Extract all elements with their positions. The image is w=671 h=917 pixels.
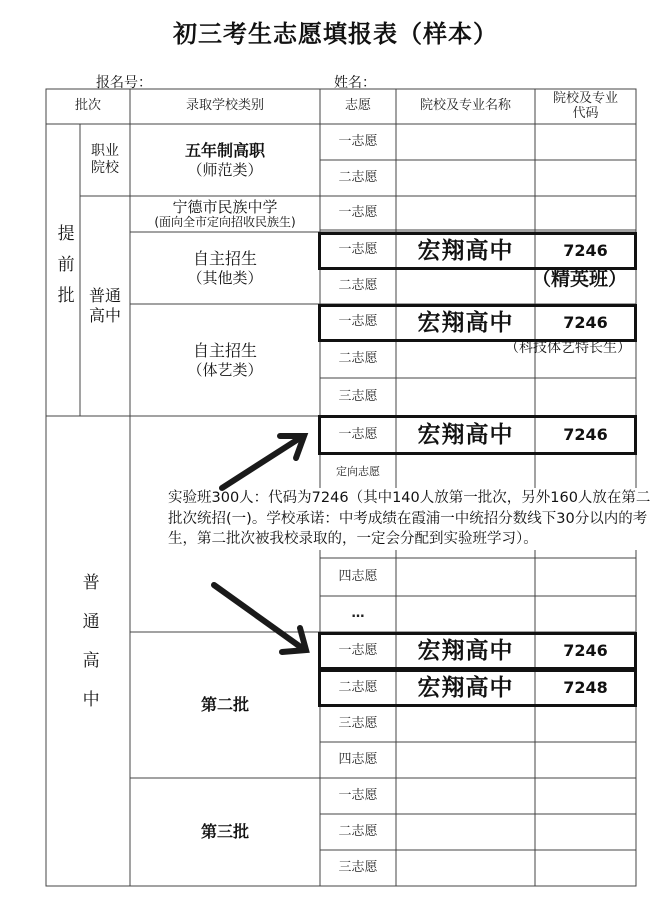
arrow-up-icon: [222, 438, 300, 488]
entry-code: 7248: [563, 678, 608, 697]
wish-cell: 三志愿: [338, 859, 378, 875]
header-category: 录取学校类别: [185, 98, 264, 114]
entry-code: 7246: [563, 313, 608, 332]
category-zizhu-other-sub: （其他类）: [187, 268, 263, 287]
entry-school: 宏翔高中: [417, 637, 514, 664]
wish-cell: 一志愿: [338, 313, 378, 329]
wish-cell: 一志愿: [338, 241, 378, 257]
wish-cell: 二志愿: [338, 679, 378, 695]
header-batch: 批次: [74, 98, 101, 114]
batch-early-label: 提前批: [53, 223, 74, 317]
entry-code: 7246: [563, 641, 608, 660]
annotation-note: 实验班300人：代码为7246（其中140人放第一批次，另外160人放在第二批次统招(一)。学校承诺：中考成绩在霞浦一中统招分数线下30分以内的考生，第二批次被我校录取的，一定会分配到实验班学习）。: [168, 488, 654, 550]
wish-cell: 三志愿: [338, 388, 378, 404]
entry-code: 7246: [563, 425, 608, 444]
category-zizhu-other-label: 自主招生: [192, 248, 257, 268]
entry-note-elite: （精英班）: [532, 268, 628, 290]
wish-cell: 二志愿: [338, 350, 378, 366]
wish-cell: 二志愿: [338, 823, 378, 839]
wish-cell: 一志愿: [338, 204, 378, 220]
entry-school: 宏翔高中: [417, 309, 514, 336]
batch-regular-label: 普通高中: [78, 573, 99, 729]
category-minzu-sub: (面向全市定向招收民族生): [154, 214, 296, 229]
arrow-down-icon: [214, 585, 302, 648]
category-minzu-label: 宁德市民族中学: [172, 197, 278, 216]
wish-cell: 二志愿: [338, 277, 378, 293]
category-five-year-label: 五年制高职: [184, 140, 265, 160]
wish-cell: 四志愿: [338, 751, 378, 767]
batch-third: 第三批: [200, 822, 249, 841]
wish-cell: 一志愿: [338, 133, 378, 149]
entry-code: 7246: [563, 241, 608, 260]
category-putong: 普通高中: [88, 286, 121, 325]
registration-number-label: 报名号：: [96, 75, 152, 91]
category-zizhu-art-label: 自主招生: [192, 340, 257, 360]
category-zizhu-art-sub: （体艺类）: [187, 360, 263, 379]
wish-cell: 一志愿: [338, 642, 378, 658]
page-title: 初三考生志愿填报表（样本）: [173, 20, 498, 48]
wish-cell: …: [351, 605, 365, 621]
wish-cell: 一志愿: [338, 787, 378, 803]
entry-school: 宏翔高中: [417, 237, 514, 264]
wish-cell: 四志愿: [338, 568, 378, 584]
wish-cell: 定向志愿: [336, 465, 380, 479]
category-vocational: 职业院校: [91, 142, 119, 176]
header-code: 院校及专业代码: [552, 91, 618, 121]
entry-note-talent: （科技体艺特长生）: [505, 340, 631, 356]
header-school: 院校及专业名称: [419, 98, 511, 114]
entry-school: 宏翔高中: [417, 674, 514, 701]
entry-school: 宏翔高中: [417, 421, 514, 448]
wish-cell: 三志愿: [338, 715, 378, 731]
wish-cell: 二志愿: [338, 169, 378, 185]
wish-cell: 一志愿: [338, 426, 378, 442]
category-five-year-sub: （师范类）: [187, 160, 263, 179]
student-name-label: 姓名：: [334, 75, 376, 91]
header-wish: 志愿: [344, 98, 371, 114]
batch-second: 第二批: [200, 695, 249, 714]
